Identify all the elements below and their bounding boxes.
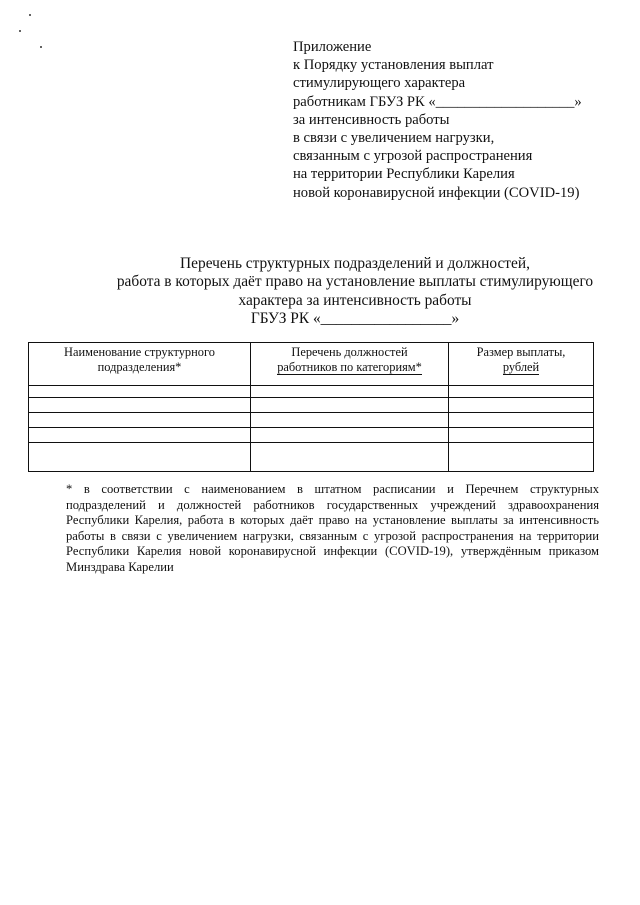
header-department-line2: подразделения* <box>97 359 182 374</box>
table-cell <box>29 443 251 472</box>
appendix-line: к Порядку установления выплат <box>293 57 494 74</box>
table-cell <box>29 386 251 398</box>
table-cell <box>29 428 251 443</box>
table-cell <box>251 428 449 443</box>
table-cell <box>29 398 251 413</box>
appendix-block <box>293 38 613 202</box>
table-cell <box>251 386 449 398</box>
table-cell <box>449 386 594 398</box>
footnote-line: подразделений и должностей работников государственных учреждений здравоохранения <box>66 497 599 512</box>
table-cell <box>29 413 251 428</box>
footnote-line: Республики Карелия новой коронавирусной инфекции (COVID-19), утверждённым приказом <box>66 544 599 559</box>
footnote-line: Минздрава Карелии <box>66 559 174 574</box>
header-payment <box>449 343 594 386</box>
header-positions-line2: работников по категориям* <box>277 359 422 374</box>
scan-speck <box>29 14 31 16</box>
scan-speck <box>19 30 21 32</box>
table-cell <box>449 428 594 443</box>
header-payment-line2: рублей <box>502 359 540 374</box>
appendix-line: новой коронавирусной инфекции (COVID-19) <box>293 184 580 201</box>
title-line: работа в которых даёт право на установление выплаты стимулирующего <box>116 273 594 291</box>
table-cell <box>449 398 594 413</box>
title-line: характера за интенсивность работы <box>238 291 472 309</box>
footnote-line: работы в связи с увеличением нагрузки, связанным с угрозой распространения на территории <box>66 528 599 543</box>
appendix-line: на территории Республики Карелия <box>293 166 515 183</box>
table-row <box>29 413 594 428</box>
table-cell <box>251 413 449 428</box>
table-row <box>29 386 594 398</box>
appendix-line: связанным с угрозой распространения <box>293 148 533 165</box>
scan-speck <box>40 46 42 48</box>
header-department <box>29 343 251 386</box>
appendix-line: за интенсивность работы <box>293 111 450 128</box>
positions-table <box>28 342 594 472</box>
table-cell <box>251 398 449 413</box>
header-payment-line1: Размер выплаты, <box>476 345 566 359</box>
table-row <box>29 398 594 413</box>
title-line: Перечень структурных подразделений и должностей, <box>180 255 530 272</box>
appendix-line: стимулирующего характера <box>293 75 466 92</box>
footnote-line: * в соответствии с наименованием в штатном расписании и Перечнем структурных <box>66 482 599 496</box>
title-line: ГБУЗ РК «_________________» <box>250 310 460 328</box>
table-header-row <box>29 343 594 386</box>
appendix-line: работникам ГБУЗ РК «___________________» <box>293 93 582 110</box>
header-positions-line1: Перечень должностей <box>291 345 408 359</box>
footnote <box>66 482 599 576</box>
table-row <box>29 428 594 443</box>
header-department-line1: Наименование структурного <box>64 345 215 359</box>
appendix-line: в связи с увеличением нагрузки, <box>293 130 495 147</box>
table-cell <box>449 443 594 472</box>
header-positions <box>251 343 449 386</box>
appendix-line: Приложение <box>293 39 372 55</box>
table-row <box>29 443 594 472</box>
table-cell <box>251 443 449 472</box>
footnote-line: Республики Карелия, работа в которых даёт право на установление выплаты за интенсивность <box>66 513 599 528</box>
table-cell <box>449 413 594 428</box>
document-title <box>60 255 640 329</box>
